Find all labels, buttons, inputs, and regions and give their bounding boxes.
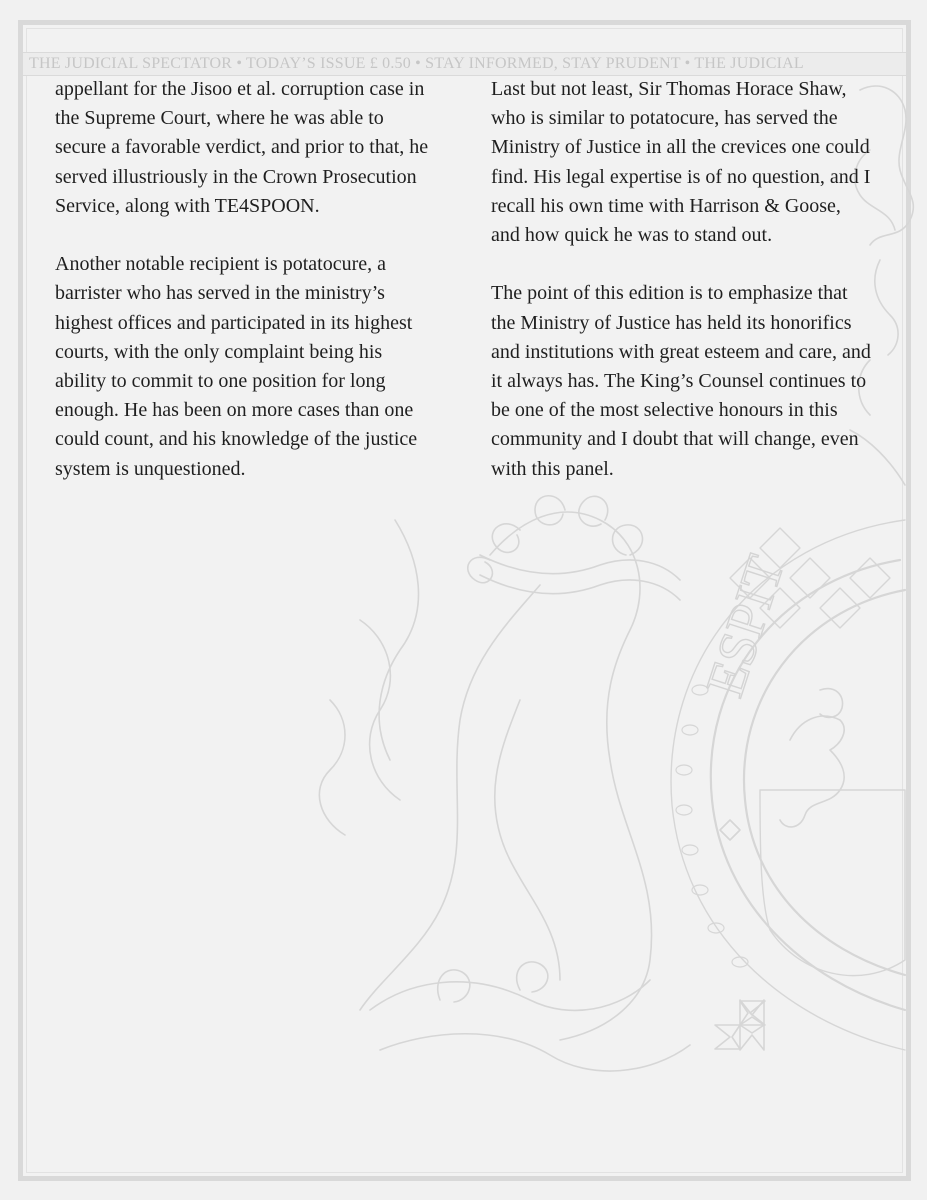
masthead-ticker bbox=[23, 52, 906, 76]
paragraph: Another notable recipient is potatocure, a barrister who has served in the ministry’s highest offices and participated in its highest courts, with the only complaint being his ability to commit to one position for long enough. He has been on more cases than one could count, and his knowledge of the justice system is unquestioned. bbox=[55, 253, 418, 480]
paragraph: The point of this edition is to emphasize that the Ministry of Justice has held its honorifics and institutions with great esteem and care, and it always has. The King’s Counsel continues to be one of the most selective honours in this community and I doubt that will change, even with this panel. bbox=[491, 282, 871, 480]
ticker-text: THE JUDICIAL SPECTATOR • TODAY’S ISSUE £ 0.50 • STAY INFORMED, STAY PRUDENT • THE JUDICIAL bbox=[29, 55, 804, 72]
paragraph: appellant for the Jisoo et al. corruption case in the Supreme Court, where he was able to secure a favorable verdict, and prior to that, he served illustriously in the Crown Prosecution Service, along with TE4SPOON. bbox=[55, 78, 429, 217]
article-column-right bbox=[491, 75, 871, 513]
article-column-left bbox=[55, 75, 435, 513]
watermark-motto: ESPIT bbox=[694, 548, 796, 704]
paragraph: Last but not least, Sir Thomas Horace Shaw, who is similar to potatocure, has served the Ministry of Justice in all the crevices one could find. His legal expertise is of no question, and I recall his own time with Harrison & Goose, and how quick he was to stand out. bbox=[491, 78, 871, 247]
